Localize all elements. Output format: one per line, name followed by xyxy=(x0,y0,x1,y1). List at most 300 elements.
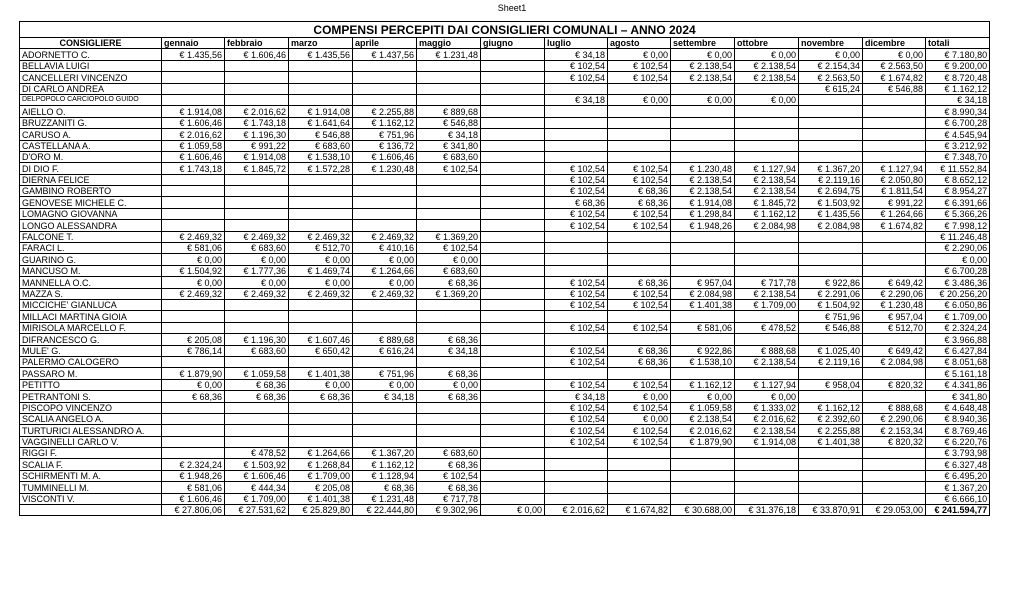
row-total-cell: € 11.552,84 xyxy=(926,163,990,174)
row-total-cell: € 5.366,26 xyxy=(926,208,990,219)
amount-cell xyxy=(608,368,671,379)
amount-cell: € 1.503,92 xyxy=(799,197,863,208)
amount-cell xyxy=(417,72,481,83)
column-total-cell: € 27.531,62 xyxy=(225,505,289,516)
councillor-name: PETRANTONI S. xyxy=(20,391,162,402)
councillor-name: SCALIA ANGELO A. xyxy=(20,413,162,424)
totals-row xyxy=(20,505,990,516)
amount-cell xyxy=(671,231,735,242)
amount-cell xyxy=(225,83,289,94)
amount-cell: € 1.606,46 xyxy=(162,493,225,504)
amount-cell: € 0,00 xyxy=(417,379,481,390)
amount-cell xyxy=(289,413,353,424)
column-total-cell: € 29.053,00 xyxy=(863,505,926,516)
amount-cell: € 1.607,46 xyxy=(289,334,353,345)
amount-cell: € 478,52 xyxy=(735,322,799,333)
councillor-name: RIGGI F. xyxy=(20,448,162,459)
amount-cell xyxy=(481,60,545,71)
amount-cell: € 1.333,02 xyxy=(735,402,799,413)
amount-cell: € 2.138,54 xyxy=(671,174,735,185)
amount-cell: € 820,32 xyxy=(863,436,926,447)
column-header: totali xyxy=(926,38,990,49)
amount-cell: € 2.469,32 xyxy=(225,231,289,242)
amount-cell xyxy=(735,334,799,345)
amount-cell: € 0,00 xyxy=(671,94,735,105)
amount-cell xyxy=(671,106,735,117)
amount-cell xyxy=(353,72,417,83)
amount-cell xyxy=(289,220,353,231)
amount-cell: € 102,54 xyxy=(608,299,671,310)
amount-cell: € 34,18 xyxy=(353,391,417,402)
amount-cell xyxy=(799,448,863,459)
amount-cell: € 1.435,56 xyxy=(289,49,353,60)
amount-cell xyxy=(545,117,608,128)
amount-cell: € 0,00 xyxy=(289,277,353,288)
amount-cell xyxy=(481,391,545,402)
row-total-cell: € 2.324,24 xyxy=(926,322,990,333)
amount-cell: € 68,36 xyxy=(417,334,481,345)
amount-cell: € 68,36 xyxy=(608,356,671,367)
amount-cell: € 2.119,16 xyxy=(799,356,863,367)
amount-cell: € 0,00 xyxy=(735,94,799,105)
amount-cell xyxy=(289,83,353,94)
table-row xyxy=(20,106,990,117)
amount-cell xyxy=(863,140,926,151)
amount-cell: € 1.162,12 xyxy=(799,402,863,413)
amount-cell xyxy=(799,334,863,345)
amount-cell: € 34,18 xyxy=(545,49,608,60)
amount-cell xyxy=(162,356,225,367)
amount-cell: € 1.435,56 xyxy=(162,49,225,60)
table-row xyxy=(20,83,990,94)
row-total-cell: € 7.180,80 xyxy=(926,49,990,60)
amount-cell: € 1.504,92 xyxy=(799,299,863,310)
amount-cell xyxy=(608,448,671,459)
amount-cell: € 1.469,74 xyxy=(289,265,353,276)
amount-cell: € 2.290,06 xyxy=(863,288,926,299)
amount-cell: € 102,54 xyxy=(545,277,608,288)
amount-cell xyxy=(417,356,481,367)
amount-cell xyxy=(671,368,735,379)
amount-cell xyxy=(481,49,545,60)
column-header: gennaio xyxy=(162,38,225,49)
table-row xyxy=(20,243,990,254)
amount-cell: € 102,54 xyxy=(608,174,671,185)
amount-cell: € 102,54 xyxy=(545,220,608,231)
amount-cell: € 102,54 xyxy=(608,220,671,231)
councillor-name: AIELLO O. xyxy=(20,106,162,117)
grand-total-cell: € 241.594,77 xyxy=(926,505,990,516)
amount-cell xyxy=(608,129,671,140)
amount-cell: € 102,54 xyxy=(545,322,608,333)
amount-cell: € 0,00 xyxy=(353,379,417,390)
amount-cell: € 205,08 xyxy=(289,482,353,493)
amount-cell xyxy=(162,299,225,310)
amount-cell xyxy=(735,311,799,322)
amount-cell xyxy=(481,470,545,481)
amount-cell xyxy=(545,254,608,265)
table-row xyxy=(20,379,990,390)
amount-cell: € 102,54 xyxy=(608,379,671,390)
table-row xyxy=(20,151,990,162)
amount-cell: € 1.401,38 xyxy=(799,436,863,447)
councillor-name: SCALIA F. xyxy=(20,459,162,470)
amount-cell: € 1.437,56 xyxy=(353,49,417,60)
amount-cell xyxy=(353,356,417,367)
councillor-name: PALERMO CALOGERO xyxy=(20,356,162,367)
amount-cell: € 102,54 xyxy=(545,288,608,299)
amount-cell: € 2.469,32 xyxy=(162,231,225,242)
column-header: marzo xyxy=(289,38,353,49)
councillor-name: GENOVESE MICHELE C. xyxy=(20,197,162,208)
amount-cell xyxy=(225,220,289,231)
table-row xyxy=(20,470,990,481)
amount-cell xyxy=(799,368,863,379)
amount-cell: € 1.811,54 xyxy=(863,186,926,197)
amount-cell xyxy=(481,151,545,162)
amount-cell xyxy=(671,448,735,459)
amount-cell xyxy=(289,174,353,185)
amount-cell: € 102,54 xyxy=(545,72,608,83)
amount-cell: € 2.255,88 xyxy=(799,425,863,436)
amount-cell xyxy=(735,117,799,128)
table-row xyxy=(20,94,990,105)
amount-cell xyxy=(162,186,225,197)
amount-cell xyxy=(162,311,225,322)
table-row xyxy=(20,391,990,402)
amount-cell xyxy=(735,493,799,504)
amount-cell: € 1.503,92 xyxy=(225,459,289,470)
amount-cell: € 2.016,62 xyxy=(735,413,799,424)
amount-cell: € 1.845,72 xyxy=(225,163,289,174)
amount-cell: € 102,54 xyxy=(545,60,608,71)
amount-cell: € 2.469,32 xyxy=(225,288,289,299)
amount-cell xyxy=(608,106,671,117)
amount-cell: € 1.743,18 xyxy=(225,117,289,128)
table-row xyxy=(20,425,990,436)
amount-cell xyxy=(481,459,545,470)
amount-cell: € 888,68 xyxy=(735,345,799,356)
amount-cell: € 1.914,08 xyxy=(735,436,799,447)
table-row xyxy=(20,482,990,493)
councillor-name: LOMAGNO GIOVANNA xyxy=(20,208,162,219)
amount-cell xyxy=(417,186,481,197)
amount-cell: € 2.138,54 xyxy=(671,60,735,71)
amount-cell xyxy=(863,482,926,493)
amount-cell: € 410,16 xyxy=(353,243,417,254)
amount-cell xyxy=(545,151,608,162)
amount-cell xyxy=(353,311,417,322)
amount-cell xyxy=(671,470,735,481)
amount-cell xyxy=(735,106,799,117)
amount-cell xyxy=(735,243,799,254)
amount-cell: € 1.128,94 xyxy=(353,470,417,481)
amount-cell xyxy=(289,72,353,83)
amount-cell xyxy=(671,334,735,345)
amount-cell: € 0,00 xyxy=(225,254,289,265)
amount-cell: € 102,54 xyxy=(545,436,608,447)
councillor-name: BRUZZANITI G. xyxy=(20,117,162,128)
amount-cell: € 1.059,58 xyxy=(162,140,225,151)
table-row xyxy=(20,311,990,322)
amount-cell xyxy=(162,220,225,231)
row-total-cell: € 6.700,28 xyxy=(926,117,990,128)
amount-cell xyxy=(799,129,863,140)
councillor-name: FARACI L. xyxy=(20,243,162,254)
amount-cell: € 0,00 xyxy=(799,49,863,60)
table-row xyxy=(20,448,990,459)
amount-cell: € 2.138,54 xyxy=(735,72,799,83)
amount-cell xyxy=(162,448,225,459)
amount-cell xyxy=(353,208,417,219)
amount-cell: € 102,54 xyxy=(608,402,671,413)
amount-cell xyxy=(481,345,545,356)
amount-cell: € 1.709,00 xyxy=(735,299,799,310)
amount-cell: € 1.196,30 xyxy=(225,129,289,140)
amount-cell xyxy=(799,254,863,265)
compensation-table xyxy=(19,21,990,516)
amount-cell: € 102,54 xyxy=(417,243,481,254)
row-total-cell: € 4.648,48 xyxy=(926,402,990,413)
row-total-cell: € 6.391,66 xyxy=(926,197,990,208)
amount-cell: € 68,36 xyxy=(225,379,289,390)
amount-cell xyxy=(545,231,608,242)
amount-cell: € 1.059,58 xyxy=(671,402,735,413)
amount-cell: € 616,24 xyxy=(353,345,417,356)
row-total-cell: € 7.348,70 xyxy=(926,151,990,162)
amount-cell xyxy=(225,413,289,424)
row-total-cell: € 6.666,10 xyxy=(926,493,990,504)
amount-cell xyxy=(225,356,289,367)
amount-cell xyxy=(863,391,926,402)
amount-cell xyxy=(353,436,417,447)
amount-cell xyxy=(353,60,417,71)
column-header: aprile xyxy=(353,38,417,49)
sheet-tab-label: Sheet1 xyxy=(497,3,527,13)
table-row xyxy=(20,265,990,276)
councillor-name: D'ORO M. xyxy=(20,151,162,162)
amount-cell: € 68,36 xyxy=(225,391,289,402)
amount-cell: € 341,80 xyxy=(417,140,481,151)
amount-cell: € 1.231,48 xyxy=(353,493,417,504)
amount-cell: € 957,04 xyxy=(863,311,926,322)
amount-cell: € 1.606,46 xyxy=(225,49,289,60)
amount-cell xyxy=(608,151,671,162)
amount-cell: € 1.641,64 xyxy=(289,117,353,128)
row-total-cell: € 6.700,28 xyxy=(926,265,990,276)
amount-cell xyxy=(353,174,417,185)
row-total-cell: € 6.495,20 xyxy=(926,470,990,481)
amount-cell xyxy=(481,413,545,424)
amount-cell: € 546,88 xyxy=(799,322,863,333)
amount-cell: € 0,00 xyxy=(608,391,671,402)
amount-cell: € 102,54 xyxy=(545,174,608,185)
amount-cell xyxy=(353,299,417,310)
row-total-cell: € 3.486,36 xyxy=(926,277,990,288)
amount-cell: € 2.255,88 xyxy=(353,106,417,117)
amount-cell: € 1.845,72 xyxy=(735,197,799,208)
amount-cell: € 68,36 xyxy=(608,345,671,356)
amount-cell xyxy=(225,197,289,208)
column-header: maggio xyxy=(417,38,481,49)
amount-cell: € 717,78 xyxy=(417,493,481,504)
amount-cell xyxy=(162,322,225,333)
amount-cell: € 581,06 xyxy=(671,322,735,333)
amount-cell: € 2.324,24 xyxy=(162,459,225,470)
amount-cell xyxy=(671,482,735,493)
councillor-name: BELLAVIA LUIGI xyxy=(20,60,162,71)
row-total-cell: € 8.769,46 xyxy=(926,425,990,436)
amount-cell xyxy=(289,425,353,436)
amount-cell xyxy=(863,368,926,379)
amount-cell: € 922,86 xyxy=(799,277,863,288)
amount-cell: € 2.016,62 xyxy=(162,129,225,140)
amount-cell: € 1.230,48 xyxy=(353,163,417,174)
column-total-cell: € 31.376,18 xyxy=(735,505,799,516)
column-total-cell: € 25.829,80 xyxy=(289,505,353,516)
column-total-cell: € 2.016,62 xyxy=(545,505,608,516)
councillor-name: CARUSO A. xyxy=(20,129,162,140)
amount-cell xyxy=(671,459,735,470)
amount-cell xyxy=(289,402,353,413)
amount-cell: € 649,42 xyxy=(863,277,926,288)
amount-cell xyxy=(608,482,671,493)
amount-cell: € 68,36 xyxy=(289,391,353,402)
amount-cell: € 2.138,54 xyxy=(735,60,799,71)
amount-cell xyxy=(481,186,545,197)
amount-cell xyxy=(353,186,417,197)
amount-cell: € 2.138,54 xyxy=(735,186,799,197)
amount-cell: € 1.777,36 xyxy=(225,265,289,276)
amount-cell: € 102,54 xyxy=(545,299,608,310)
row-total-cell: € 20.256,20 xyxy=(926,288,990,299)
table-row xyxy=(20,197,990,208)
amount-cell xyxy=(162,425,225,436)
amount-cell: € 0,00 xyxy=(671,391,735,402)
amount-cell xyxy=(671,311,735,322)
amount-cell xyxy=(608,311,671,322)
amount-cell xyxy=(417,322,481,333)
amount-cell: € 546,88 xyxy=(863,83,926,94)
councillor-name: MANNELLA O.C. xyxy=(20,277,162,288)
amount-cell: € 2.016,62 xyxy=(225,106,289,117)
amount-cell: € 957,04 xyxy=(671,277,735,288)
councillor-name: DI DIO F. xyxy=(20,163,162,174)
amount-cell xyxy=(289,208,353,219)
amount-cell xyxy=(671,117,735,128)
amount-cell: € 717,78 xyxy=(735,277,799,288)
amount-cell xyxy=(225,94,289,105)
amount-cell xyxy=(289,311,353,322)
amount-cell: € 2.084,98 xyxy=(863,356,926,367)
amount-cell xyxy=(735,368,799,379)
amount-cell: € 512,70 xyxy=(289,243,353,254)
table-row xyxy=(20,129,990,140)
amount-cell xyxy=(162,83,225,94)
amount-cell xyxy=(735,83,799,94)
amount-cell xyxy=(481,493,545,504)
header-row xyxy=(20,38,990,49)
row-total-cell: € 6.327,48 xyxy=(926,459,990,470)
councillor-name: DIFRANCESCO G. xyxy=(20,334,162,345)
amount-cell xyxy=(481,482,545,493)
amount-cell: € 2.084,98 xyxy=(671,288,735,299)
amount-cell xyxy=(481,129,545,140)
amount-cell: € 136,72 xyxy=(353,140,417,151)
amount-cell: € 1.538,10 xyxy=(671,356,735,367)
row-total-cell: € 8.652,12 xyxy=(926,174,990,185)
amount-cell: € 0,00 xyxy=(162,277,225,288)
amount-cell xyxy=(481,379,545,390)
amount-cell xyxy=(608,117,671,128)
amount-cell: € 2.016,62 xyxy=(671,425,735,436)
amount-cell: € 1.127,94 xyxy=(735,163,799,174)
amount-cell xyxy=(863,106,926,117)
amount-cell: € 1.369,20 xyxy=(417,231,481,242)
amount-cell xyxy=(608,470,671,481)
amount-cell: € 1.435,56 xyxy=(799,208,863,219)
councillor-name: TUMMINELLI M. xyxy=(20,482,162,493)
amount-cell: € 2.154,34 xyxy=(799,60,863,71)
row-total-cell: € 8.954,27 xyxy=(926,186,990,197)
amount-cell xyxy=(481,311,545,322)
amount-cell xyxy=(481,402,545,413)
amount-cell: € 751,96 xyxy=(353,368,417,379)
councillor-name: DELPOPOLO CARCIOPOLO GUIDO xyxy=(20,94,162,105)
amount-cell xyxy=(417,402,481,413)
column-header: settembre xyxy=(671,38,735,49)
amount-cell xyxy=(799,243,863,254)
amount-cell xyxy=(799,470,863,481)
column-total-cell: € 0,00 xyxy=(481,505,545,516)
amount-cell: € 102,54 xyxy=(545,163,608,174)
row-total-cell: € 8.720,48 xyxy=(926,72,990,83)
row-total-cell: € 9.200,00 xyxy=(926,60,990,71)
amount-cell xyxy=(417,94,481,105)
amount-cell xyxy=(863,151,926,162)
amount-cell: € 2.138,54 xyxy=(735,425,799,436)
amount-cell: € 2.138,54 xyxy=(735,288,799,299)
amount-cell: € 0,00 xyxy=(608,49,671,60)
amount-cell: € 751,96 xyxy=(799,311,863,322)
column-header: febbraio xyxy=(225,38,289,49)
amount-cell: € 2.138,54 xyxy=(735,174,799,185)
row-total-cell: € 2.290,06 xyxy=(926,243,990,254)
amount-cell: € 68,36 xyxy=(417,368,481,379)
row-total-cell: € 7.998,12 xyxy=(926,220,990,231)
table-row xyxy=(20,231,990,242)
amount-cell xyxy=(799,493,863,504)
amount-cell xyxy=(481,368,545,379)
amount-cell: € 0,00 xyxy=(353,254,417,265)
column-total-cell: € 30.688,00 xyxy=(671,505,735,516)
amount-cell: € 922,86 xyxy=(671,345,735,356)
amount-cell: € 34,18 xyxy=(417,345,481,356)
amount-cell xyxy=(545,129,608,140)
amount-cell xyxy=(799,140,863,151)
amount-cell xyxy=(417,208,481,219)
amount-cell: € 615,24 xyxy=(799,83,863,94)
table-row xyxy=(20,117,990,128)
amount-cell: € 2.392,60 xyxy=(799,413,863,424)
amount-cell xyxy=(417,197,481,208)
amount-cell xyxy=(417,311,481,322)
amount-cell xyxy=(735,140,799,151)
councillor-name: PISCOPO VINCENZO xyxy=(20,402,162,413)
amount-cell xyxy=(225,72,289,83)
amount-cell xyxy=(481,117,545,128)
amount-cell xyxy=(162,208,225,219)
